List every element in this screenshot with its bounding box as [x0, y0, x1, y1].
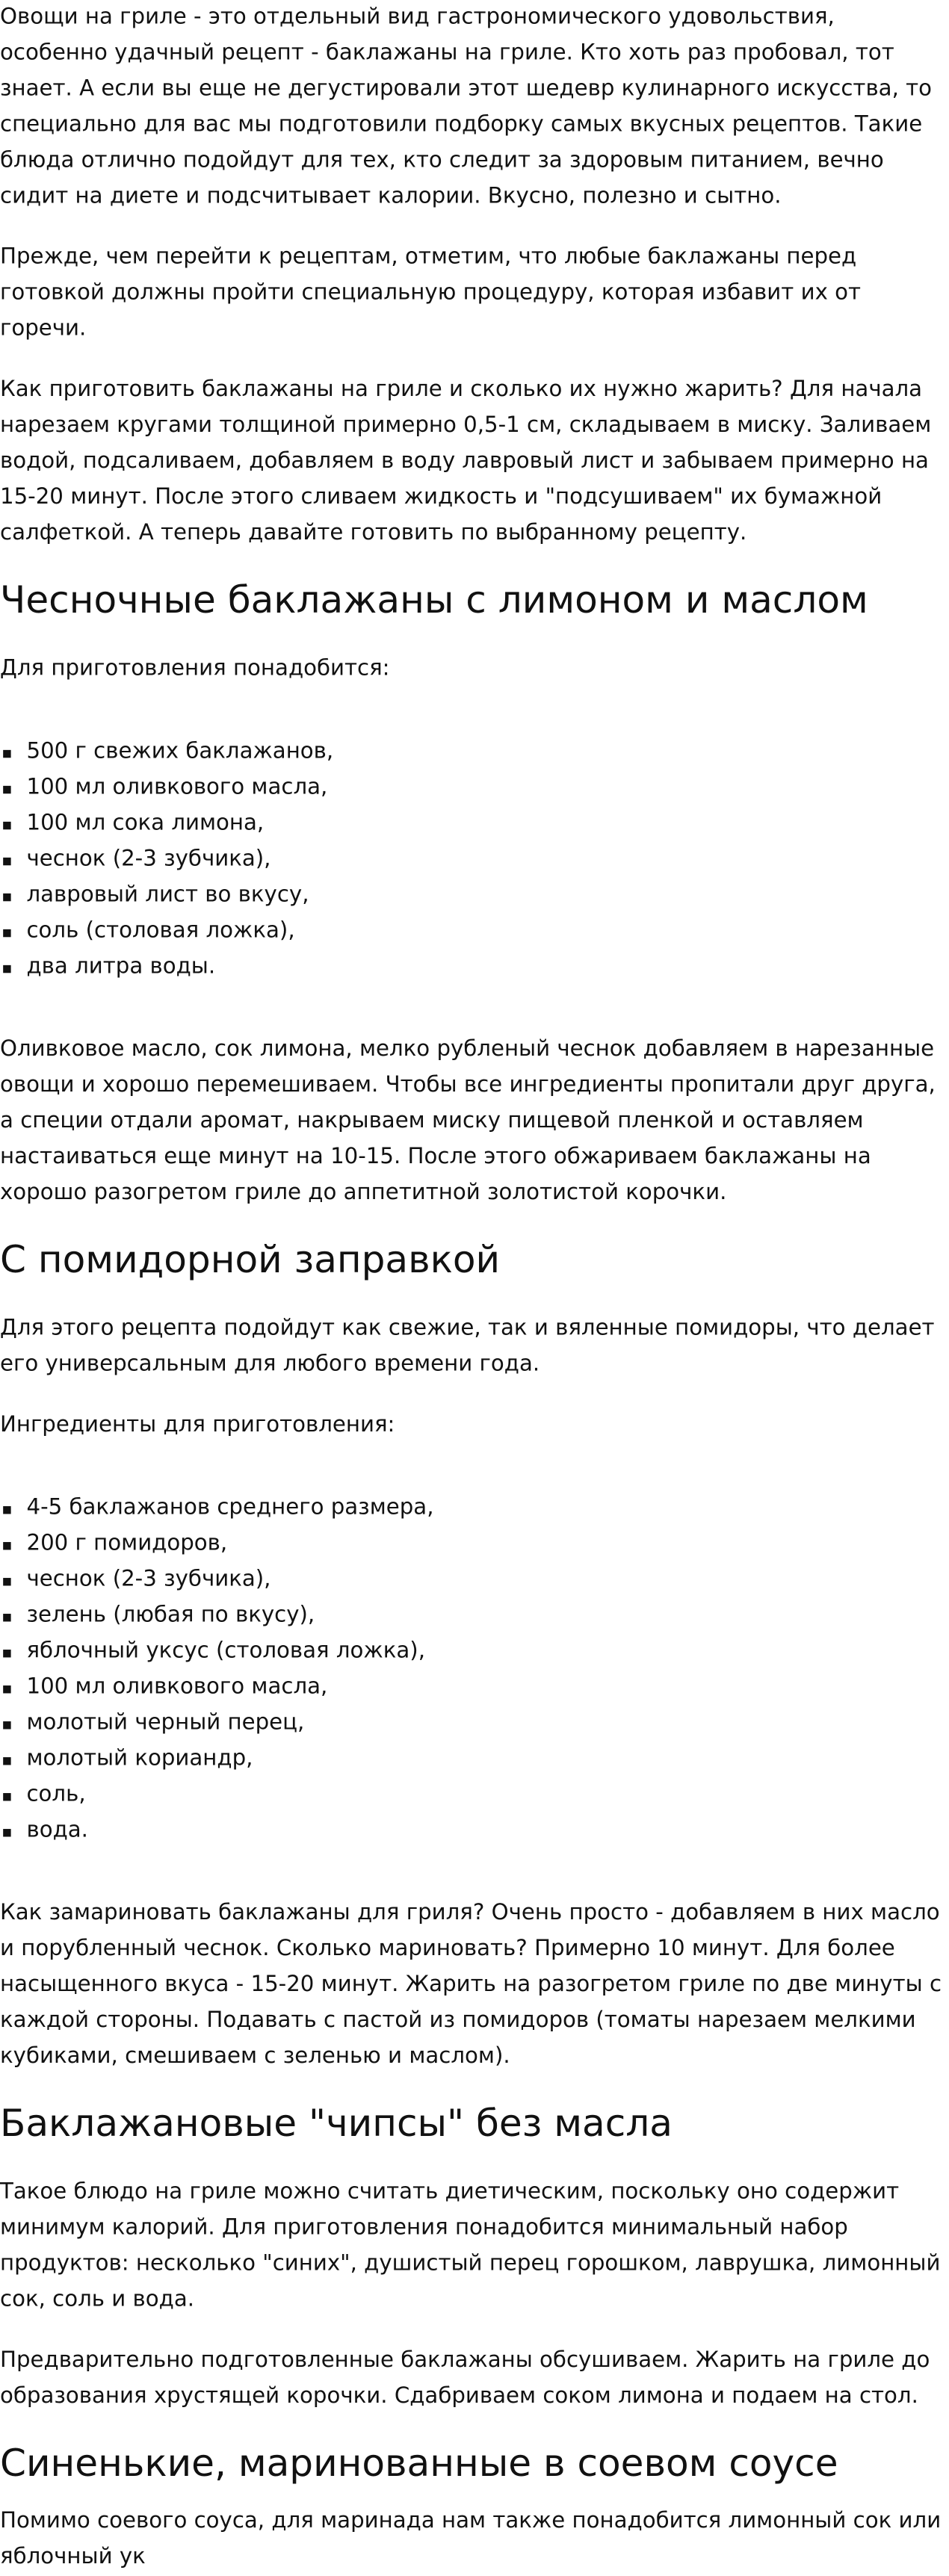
list-item: 200 г помидоров,: [0, 1526, 948, 1562]
intro-paragraph: Прежде, чем перейти к рецептам, отметим, что любые баклажаны перед готовкой должны пройти специальную процедуру, которая избавит их от горечи.: [0, 244, 862, 342]
ingredients-lead: Ингредиенты для приготовления:: [0, 1412, 395, 1438]
section-intro: Для этого рецепта подойдут как свежие, так и вяленные помидоры, что делает его универсальным для любого времени года.: [0, 1316, 935, 1377]
list-item: вода.: [0, 1813, 948, 1849]
list-item: лавровый лист во вкусу,: [0, 878, 948, 914]
list-item: 4-5 баклажанов среднего размера,: [0, 1490, 948, 1526]
list-item: два литра воды.: [0, 950, 948, 985]
section-heading: Баклажановые "чипсы" без масла: [0, 2102, 673, 2146]
list-item: 100 мл сока лимона,: [0, 806, 948, 842]
section-heading: Синенькие, маринованные в соевом соусе: [0, 2442, 838, 2486]
list-item: яблочный уксус (столовая ложка),: [0, 1634, 948, 1670]
list-item: зелень (любая по вкусу),: [0, 1598, 948, 1634]
list-item: соль,: [0, 1777, 948, 1813]
ingredients-list: [0, 1469, 948, 1871]
list-item: молотый черный перец,: [0, 1706, 948, 1741]
intro-paragraph: Овощи на гриле - это отдельный вид гастрономического удовольствия, особенно удачный рецепт - баклажаны на гриле. Кто хоть раз пробовал, тот знает. А если вы еще не дегустировали этот шедевр кулинарного искусства, то специально для вас мы подготовили подборку самых вкусных рецептов. Такие блюда отлично подойдут для тех, кто следит за здоровым питанием, вечно сидит на диете и подсчитывает калории. Вкусно, полезно и сытно.: [0, 4, 933, 209]
list-item: молотый кориандр,: [0, 1741, 948, 1777]
list-item: 100 мл оливкового масла,: [0, 770, 948, 806]
paragraph: Предварительно подготовленные баклажаны обсушиваем. Жарить на гриле до образования хрустящей корочки. Сдабриваем соком лимона и подаем на стол.: [0, 2348, 930, 2409]
list-item: чеснок (2-3 зубчика),: [0, 1562, 948, 1598]
ingredients-lead: Для приготовления понадобится:: [0, 656, 390, 682]
ingredients-list: [0, 713, 948, 1007]
paragraph: Такое блюдо на гриле можно считать диетическим, поскольку оно содержит минимум калорий. Для приготовления понадобится минимальный набор продуктов: несколько "синих", душистый перец горошком, лаврушка, лимонный сок, соль и вода.: [0, 2179, 941, 2313]
list-item: чеснок (2-3 зубчика),: [0, 842, 948, 878]
section-heading: С помидорной заправкой: [0, 1238, 501, 1282]
list-item: соль (столовая ложка),: [0, 914, 948, 950]
paragraph: Помимо соевого соуса, для маринада нам также понадобится лимонный сок или яблочный ук: [0, 2508, 942, 2570]
list-item: 100 мл оливкового масла,: [0, 1670, 948, 1706]
section-heading: Чесночные баклажаны с лимоном и маслом: [0, 578, 868, 622]
method-paragraph: Как замариновать баклажаны для гриля? Очень просто - добавляем в них масло и порубленный чеснок. Сколько мариновать? Примерно 10 минут. Для более насыщенного вкуса - 15-20 минут. Жарить на разогретом гриле по две минуты с каждой стороны. Подавать с пастой из помидоров (томаты нарезаем мелкими кубиками, смешиваем с зеленью и маслом).: [0, 1901, 942, 2069]
method-paragraph: Оливковое масло, сок лимона, мелко рубленый чеснок добавляем в нарезанные овощи и хорошо перемешиваем. Чтобы все ингредиенты пропитали друг друга, а специи отдали аромат, накрываем миску пищевой пленкой и оставляем настаиваться еще минут на 10-15. После этого обжариваем баклажаны на хорошо разогретом гриле до аппетитной золотистой корочки.: [0, 1036, 936, 1206]
list-item: 500 г свежих баклажанов,: [0, 734, 948, 770]
intro-paragraph: Как приготовить баклажаны на гриле и сколько их нужно жарить? Для начала нарезаем кругами толщиной примерно 0,5-1 см, складываем в миску. Заливаем водой, подсаливаем, добавляем в воду лавровый лист и забываем примерно на 15-20 минут. После этого сливаем жидкость и "подсушиваем" их бумажной салфеткой. А теперь давайте готовить по выбранному рецепту.: [0, 377, 932, 546]
